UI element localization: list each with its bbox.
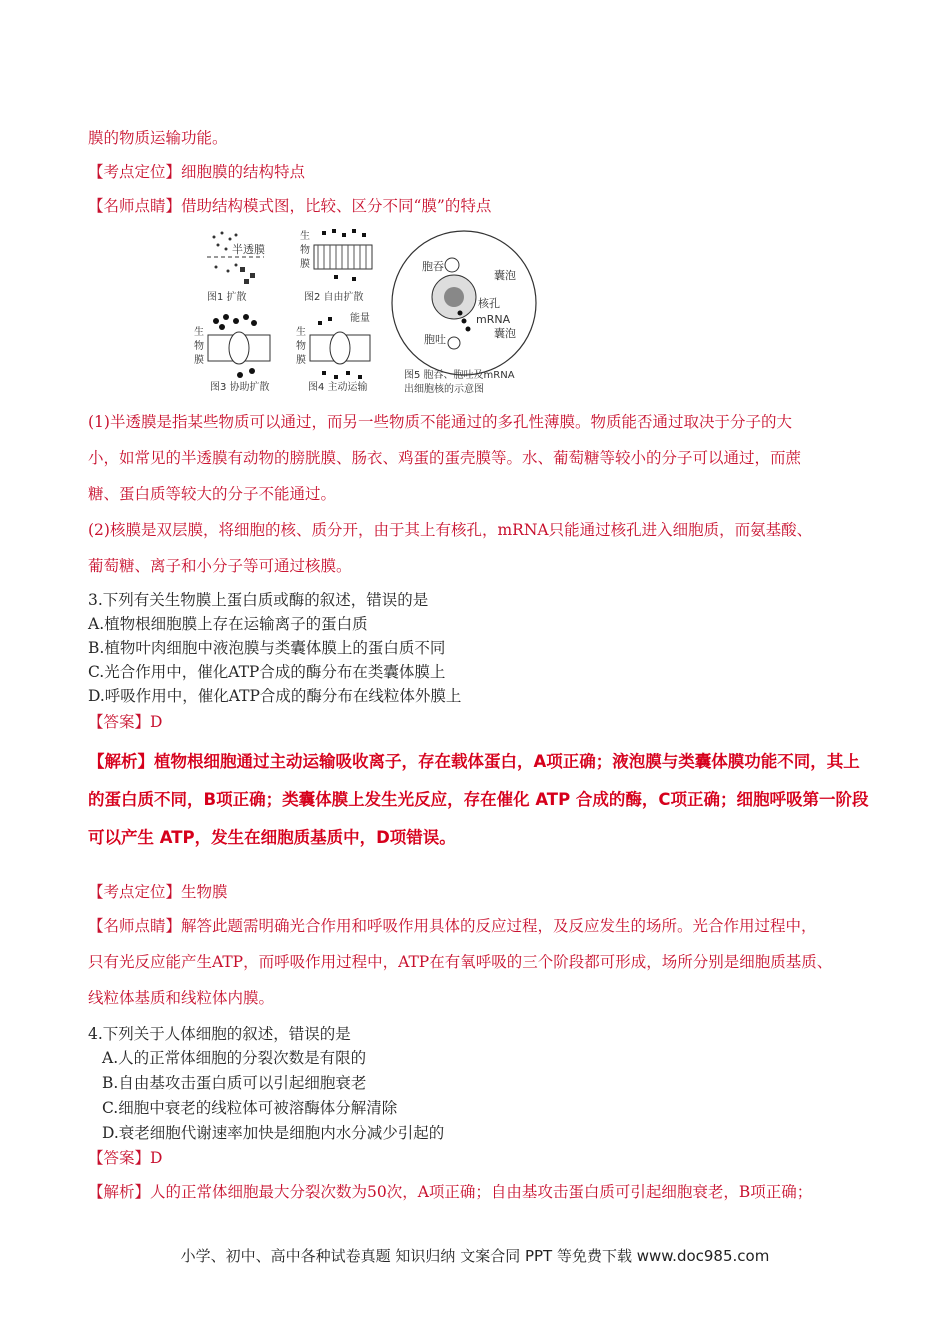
- q3-mingshi: 【名师点睛】解答此题需明确光合作用和呼吸作用具体的反应过程，及反应发生的场所。光合作用过程中，: [88, 917, 817, 935]
- cap5b: 出细胞核的示意图: [404, 384, 484, 395]
- q4-explanation: 【解析】人的正常体细胞最大分裂次数为50次，A项正确；自由基攻击蛋白质可引起细胞衰老，B项正确；: [88, 1183, 813, 1201]
- pore-label: 核孔: [478, 297, 500, 310]
- q3-explanation: 【解析】植物根细胞通过主动运输吸收离子，存在载体蛋白，A项正确；液泡膜与类囊体膜功能不同，其上: [88, 752, 860, 771]
- q3-mingshi-b: 只有光反应能产生ATP，而呼吸作用过程中，ATP在有氧呼吸的三个阶段都可形成，场所分别是细胞质基质、: [88, 953, 833, 971]
- q3-option-c: C.光合作用中，催化ATP合成的酶分布在类囊体膜上: [88, 663, 446, 681]
- endo-label: 胞吞: [422, 260, 444, 273]
- q3-answer: 【答案】D: [88, 713, 163, 731]
- membrane-figure: [192, 225, 572, 400]
- mrna-label: mRNA: [476, 313, 511, 326]
- q4-option-b: B.自由基攻击蛋白质可以引起细胞衰老: [102, 1074, 367, 1092]
- question-4: 4.下列关于人体细胞的叙述，错误的是: [88, 1025, 351, 1043]
- exo-label: 胞吐: [424, 333, 446, 346]
- cap5a: 图5 胞吞、胞吐及mRNA: [404, 370, 515, 381]
- text-line: 膜的物质运输功能。: [88, 129, 228, 147]
- fig3-facilitated-diffusion: [194, 314, 270, 393]
- fig5-nucleus: [392, 231, 536, 395]
- bio-char: 膜: [300, 259, 310, 270]
- q4-answer: 【答案】D: [88, 1149, 163, 1167]
- bio-char: 生: [300, 231, 310, 242]
- vesicle-label: 囊泡: [494, 269, 516, 282]
- cap1: 图1 扩散: [207, 292, 247, 303]
- note-2b: 葡萄糖、离子和小分子等可通过核膜。: [88, 557, 352, 575]
- page-footer: 小学、初中、高中各种试卷真题 知识归纳 文案合同 PPT 等免费下载 www.doc985.com: [180, 1247, 770, 1265]
- note-1b: 小，如常见的半透膜有动物的膀胱膜、肠衣、鸡蛋的蛋壳膜等。水、葡萄糖等较小的分子可以通过，而蔗: [88, 449, 802, 467]
- q4-option-c: C.细胞中衰老的线粒体可被溶酶体分解清除: [102, 1099, 398, 1117]
- cap4: 图4 主动运输: [308, 382, 368, 393]
- bio-char: 物: [300, 245, 310, 256]
- fig2-free-diffusion: [300, 229, 372, 303]
- vesicle-label: 囊泡: [494, 327, 516, 340]
- kaodian-label: 【考点定位】细胞膜的结构特点: [88, 163, 306, 181]
- fig1-diffusion: [207, 232, 265, 304]
- q3-kaodian: 【考点定位】生物膜: [88, 883, 228, 901]
- q4-option-a: A.人的正常体细胞的分裂次数是有限的: [102, 1049, 367, 1067]
- fig4-active-transport: [296, 311, 370, 393]
- bio-char: 生: [194, 327, 204, 338]
- note-1: (1)半透膜是指某些物质可以通过，而另一些物质不能通过的多孔性薄膜。物质能否通过取决于分子的大: [88, 413, 792, 431]
- semi-label: 半透膜: [232, 243, 265, 256]
- q3-mingshi-c: 线粒体基质和线粒体内膜。: [88, 989, 275, 1007]
- note-2: (2)核膜是双层膜，将细胞的核、质分开，由于其上有核孔，mRNA只能通过核孔进入细胞质，而氨基酸、: [88, 521, 813, 539]
- mingshi-label: 【名师点睛】借助结构模式图，比较、区分不同“膜”的特点: [88, 197, 492, 215]
- q4-option-d: D.衰老细胞代谢速率加快是细胞内水分减少引起的: [102, 1124, 445, 1142]
- bio-char: 膜: [194, 355, 204, 366]
- q3-option-a: A.植物根细胞膜上存在运输离子的蛋白质: [88, 615, 368, 633]
- bio-char: 物: [296, 341, 306, 352]
- note-1c: 糖、蛋白质等较大的分子不能通过。: [88, 485, 337, 503]
- q3-explanation-c: 可以产生 ATP，发生在细胞质基质中，D项错误。: [88, 828, 456, 847]
- question-3: 3.下列有关生物膜上蛋白质或酶的叙述，错误的是: [88, 591, 429, 609]
- cap2: 图2 自由扩散: [304, 292, 364, 303]
- cap3: 图3 协助扩散: [210, 382, 270, 393]
- q3-option-b: B.植物叶肉细胞中液泡膜与类囊体膜上的蛋白质不同: [88, 639, 446, 657]
- q3-option-d: D.呼吸作用中，催化ATP合成的酶分布在线粒体外膜上: [88, 687, 462, 705]
- bio-char: 生: [296, 327, 306, 338]
- energy-label: 能量: [350, 313, 370, 324]
- q3-explanation-b: 的蛋白质不同，B项正确；类囊体膜上发生光反应，存在催化 ATP 合成的酶，C项正确；细胞呼吸第一阶段: [88, 790, 869, 809]
- bio-char: 膜: [296, 355, 306, 366]
- bio-char: 物: [194, 341, 204, 352]
